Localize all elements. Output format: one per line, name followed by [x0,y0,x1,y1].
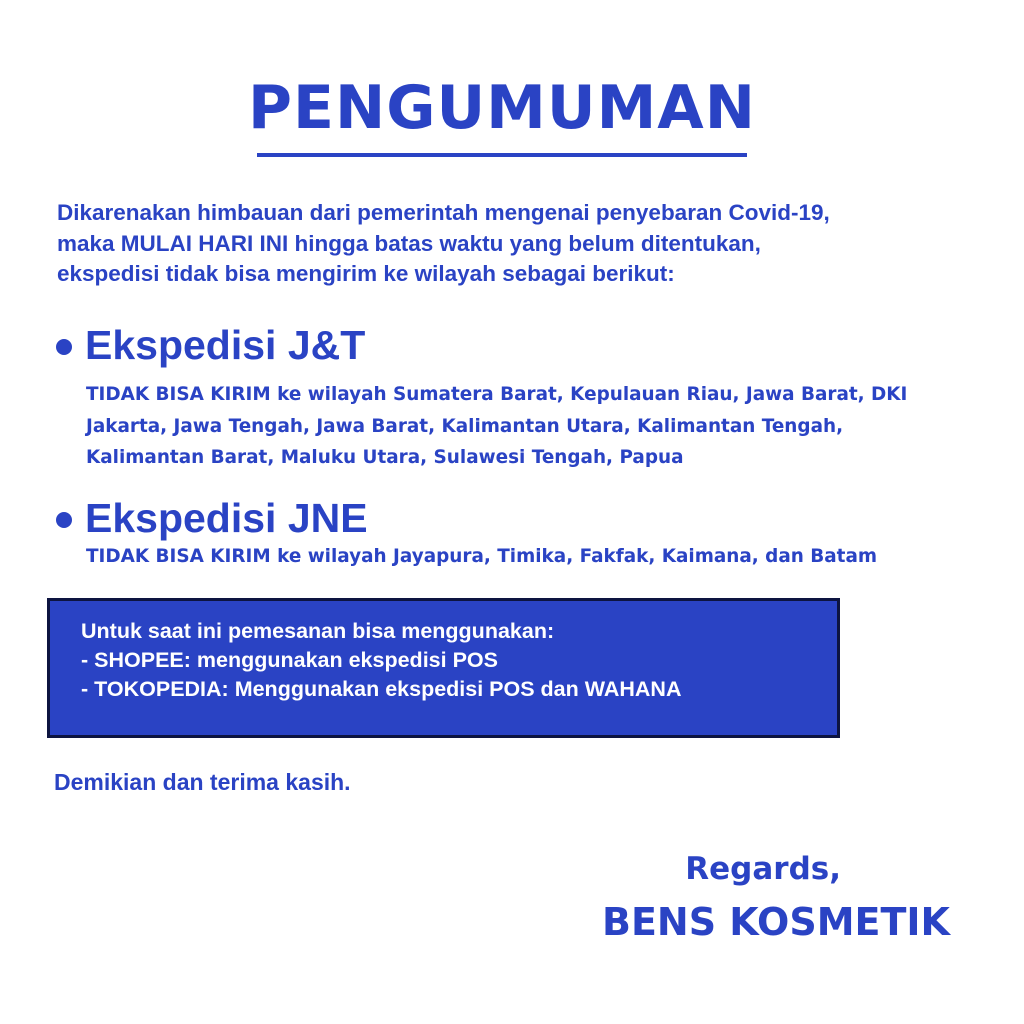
intro-paragraph [57,198,977,290]
intro-line: maka MULAI HARI INI hingga batas waktu yang belum ditentukan, [57,230,761,256]
restriction-line: TIDAK BISA KIRIM ke wilayah Jayapura, Timika, Fakfak, Kaimana, dan Batam [86,546,878,567]
restriction-line: TIDAK BISA KIRIM ke wilayah Sumatera Barat, Kepulauan Riau, Jawa Barat, DKI [86,384,908,405]
brand-name: BENS KOSMETIK [601,900,950,944]
announcement-title: PENGUMUMAN [248,73,756,143]
courier-heading-jnt: Ekspedisi J&T [85,322,366,368]
closing-text: Demikian dan terima kasih. [54,769,351,795]
info-line: - SHOPEE: menggunakan ekspedisi POS [81,648,498,672]
info-line: Untuk saat ini pemesanan bisa menggunakan: [81,619,555,643]
ordering-info-box [47,598,840,738]
restriction-line: Jakarta, Jawa Tengah, Jawa Barat, Kalimantan Utara, Kalimantan Tengah, [86,415,844,437]
intro-line: Dikarenakan himbauan dari pemerintah mengenai penyebaran Covid-19, [57,200,830,225]
bullet-icon [56,339,72,355]
courier-heading-jne: Ekspedisi JNE [85,495,368,541]
title-underline [257,153,747,157]
ordering-info-text [81,617,682,704]
courier-restriction-jne [86,541,877,573]
bullet-icon [56,512,72,528]
courier-restriction-jnt [86,379,907,474]
restriction-line: Kalimantan Barat, Maluku Utara, Sulawesi Tengah, Papua [86,447,684,468]
regards-text: Regards, [685,851,841,887]
intro-line: ekspedisi tidak bisa mengirim ke wilayah sebagai berikut: [57,261,675,286]
info-line: - TOKOPEDIA: Menggunakan ekspedisi POS dan WAHANA [81,677,682,701]
